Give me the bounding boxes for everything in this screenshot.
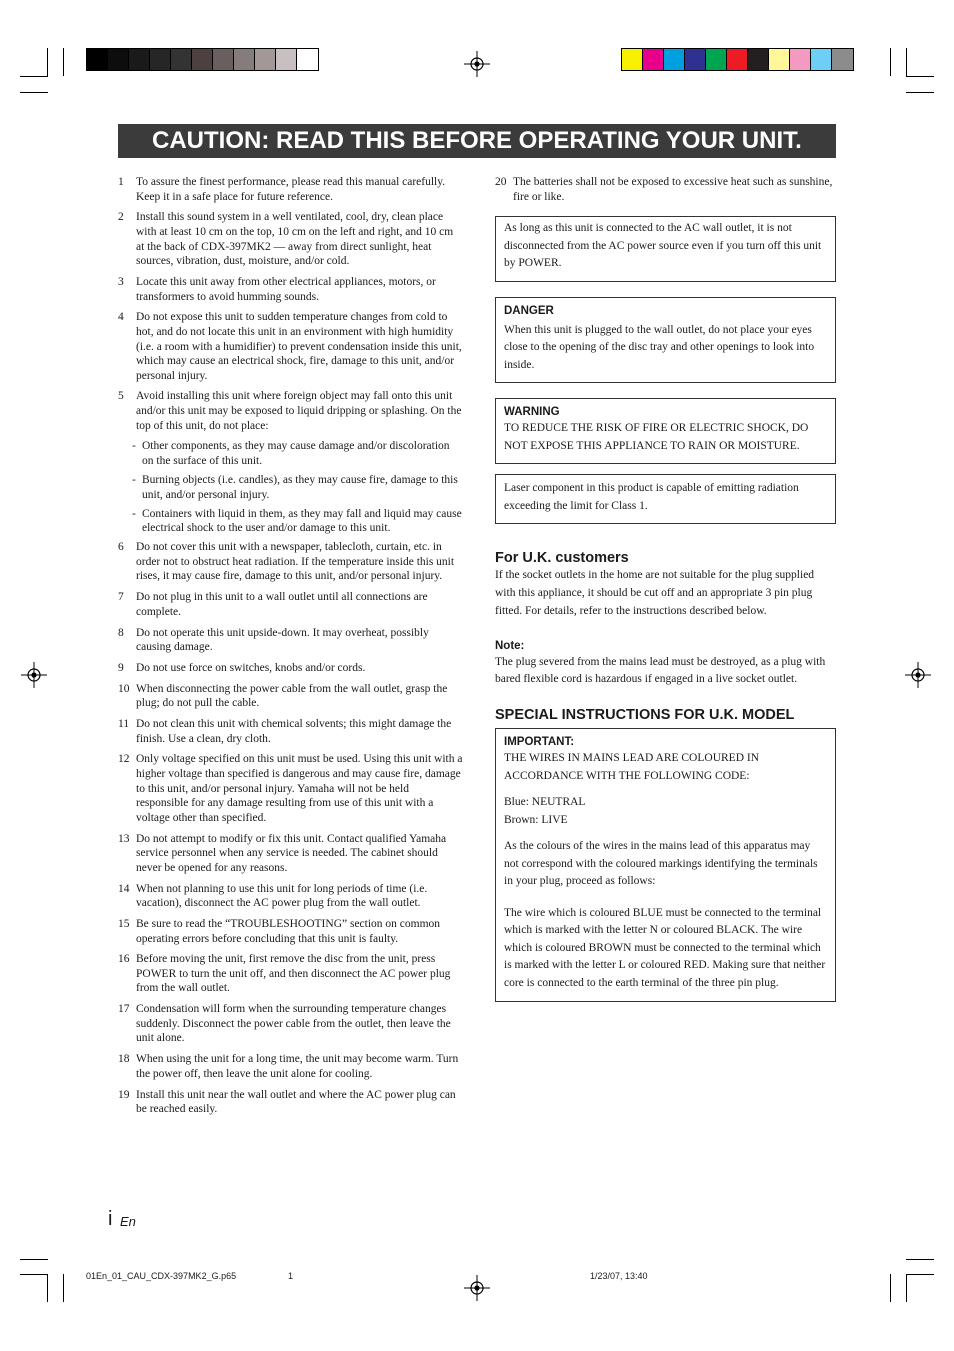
ac-notice-text: As long as this unit is connected to the AC wall outlet, it is not disconnected from the AC power source even if you turn off this unit by POWER. [504,222,822,270]
sub-list-item [118,473,463,502]
list-item [118,310,463,383]
list-item [118,832,463,876]
crop-mark [63,48,64,76]
color-swatch [706,49,727,70]
warning-box [495,398,836,464]
item-text: Avoid installing this unit where foreign object may fall onto this unit and/or this unit may be exposed to liquid dripping or splashing. On the top of this unit, do not place: [136,390,462,432]
crop-mark [20,1259,48,1260]
color-swatch [276,49,297,70]
list-item [118,626,463,655]
color-swatch [685,49,706,70]
item-number: 4 [118,311,124,324]
list-item [118,275,463,304]
crop-mark [47,48,48,76]
dash-bullet: - [132,507,136,520]
crop-mark [906,92,934,93]
wire-code-intro: THE WIRES IN MAINS LEAD ARE COLOURED IN ACCORDANCE WITH THE FOLLOWING CODE: [504,752,760,782]
list-item [118,175,463,204]
item-text: Condensation will form when the surrounding temperature changes suddenly. Disconnect the power cable from the outlet, then leave the unit alone. [136,1003,451,1045]
item-number: 10 [118,682,130,695]
item-number: 3 [118,275,124,288]
color-swatch [622,49,643,70]
list-item [118,1002,463,1046]
note-text: The plug severed from the mains lead must be destroyed, as a plug with bared flexible cord is hazardous if engaged in a live socket outlet. [495,655,826,686]
registration-mark-icon [464,51,490,77]
item-number: 12 [118,753,130,766]
color-swatch [108,49,129,70]
item-number: 18 [118,1053,130,1066]
note-heading: Note: [495,639,525,652]
important-box [495,728,836,1002]
crop-mark [47,1274,48,1302]
item-number: 20 [495,176,507,188]
color-swatch [297,49,318,70]
item-number: 6 [118,541,124,554]
warning-heading: WARNING [504,406,560,419]
item-number: 15 [118,917,130,930]
crop-mark [20,76,48,77]
list-item [495,175,836,204]
crop-mark [890,1274,891,1302]
caution-list-left [118,175,463,1123]
laser-notice-text: Laser component in this product is capable of emitting radiation exceeding the limit for Class 1. [504,482,799,512]
list-item [118,952,463,996]
color-calibration-bar [621,48,854,71]
item-text: Install this unit near the wall outlet and where the AC power plug can be reached easily. [136,1088,456,1116]
item-text: When disconnecting the power cable from the wall outlet, grasp the plug; do not pull the cable. [136,682,448,710]
crop-mark [890,48,891,76]
wire-brown: Brown: LIVE [504,813,568,826]
crop-mark [20,92,48,93]
color-swatch [255,49,276,70]
item-number: 13 [118,832,130,845]
color-swatch [150,49,171,70]
page-number: i [108,1208,113,1230]
footer-date: 1/23/07, 13:40 [590,1271,648,1281]
item-text: To assure the finest performance, please read this manual carefully. Keep it in a safe place for future reference. [136,176,446,203]
registration-mark-icon [905,662,931,688]
registration-mark-icon [21,662,47,688]
crop-mark [906,76,934,77]
color-swatch [664,49,685,70]
wire-blue: Blue: NEUTRAL [504,796,586,809]
list-item [118,1088,463,1117]
warning-text: TO REDUCE THE RISK OF FIRE OR ELECTRIC SHOCK, DO NOT EXPOSE THIS APPLIANCE TO RAIN OR MOISTURE. [504,422,809,452]
item-text: The batteries shall not be exposed to excessive heat such as sunshine, fire or like. [513,176,833,203]
footer-filename: 01En_01_CAU_CDX-397MK2_G.p65 [86,1271,237,1281]
color-swatch [87,49,108,70]
color-swatch [192,49,213,70]
item-text: Do not plug in this unit to a wall outlet until all connections are complete. [136,591,428,618]
sub-list-item [118,439,463,468]
color-swatch [811,49,832,70]
page-language: En [120,1214,136,1229]
item-text: Do not operate this unit upside-down. It may overheat, possibly causing damage. [136,626,429,654]
list-item [118,682,463,711]
item-number: 14 [118,882,130,895]
item-number: 17 [118,1003,130,1016]
color-swatch [790,49,811,70]
list-item [118,1052,463,1081]
crop-mark [906,1259,934,1260]
item-text: Be sure to read the “TROUBLESHOOTING” section on common operating errors before concluding that this unit is faulty. [136,917,441,945]
color-swatch [727,49,748,70]
list-item [118,717,463,746]
item-number: 19 [118,1088,130,1101]
item-number: 2 [118,211,124,224]
item-text: Do not expose this unit to sudden temperature changes from cold to hot, and do not locate this unit in an environment with high humidity (i.e. a room with a humidifier) to prevent condensation inside this unit, which may cause an electrical shock, fire, damage to this unit, and/or personal injury. [136,311,462,382]
item-text: Install this sound system in a well ventilated, cool, dry, clean place with at least 10 cm on the top, 10 cm on the left and right, and 10 cm at the back of CDX-397MK2 — away from direct sunlight, heat sources, vibration, dust, moisture, and/or cold. [136,211,454,268]
uk-customers-heading: For U.K. customers [495,550,629,567]
registration-mark-icon [464,1275,490,1301]
list-item [118,590,463,619]
dash-bullet: - [132,474,136,487]
color-swatch [769,49,790,70]
item-number: 1 [118,176,124,188]
color-swatch [748,49,769,70]
important-heading: IMPORTANT: [504,736,575,749]
list-item [118,882,463,911]
crop-mark [63,1274,64,1302]
item-text: Before moving the unit, first remove the disc from the unit, press POWER to turn the unit off, and then disconnect the AC power plug from the wall outlet. [136,953,451,995]
laser-notice-box [495,474,836,524]
danger-heading: DANGER [504,304,554,317]
ac-notice-box [495,216,836,282]
crop-mark [20,1274,48,1275]
list-item [118,389,463,433]
color-swatch [832,49,853,70]
item-text: Do not use force on switches, knobs and/or cords. [136,661,366,674]
crop-mark [906,1274,934,1275]
list-item [118,540,463,584]
item-text: Do not clean this unit with chemical solvents; this might damage the finish. Use a clean, dry cloth. [136,718,452,745]
special-instructions-heading: SPECIAL INSTRUCTIONS FOR U.K. MODEL [495,707,795,724]
item-number: 9 [118,661,124,674]
footer-page: 1 [288,1271,294,1281]
item-number: 11 [118,718,130,731]
sub-item-text: Burning objects (i.e. candles), as they may cause fire, damage to this unit, and/or personal injury. [142,474,458,501]
color-swatch [171,49,192,70]
color-swatch [213,49,234,70]
grayscale-calibration-bar [86,48,319,71]
item-text: When using the unit for a long time, the unit may become warm. Turn the power off, then leave the unit alone for cooling. [136,1053,459,1080]
page-title: CAUTION: READ THIS BEFORE OPERATING YOUR UNIT. [118,124,836,158]
dash-bullet: - [132,440,136,453]
item-number: 16 [118,953,130,966]
item-text: Do not attempt to modify or fix this unit. Contact qualified Yamaha service personnel when any service is needed. The cabinet should never be opened for any reasons. [136,832,447,874]
caution-list-right [495,175,836,1010]
sub-list-item [118,507,463,536]
item-text: When not planning to use this unit for long periods of time (i.e. vacation), disconnect the AC power plug from the wall outlet. [136,882,428,910]
color-swatch [234,49,255,70]
item-text: Do not cover this unit with a newspaper, tablecloth, curtain, etc. in order not to obstruct heat radiation. If the temperature inside this unit rises, it may cause fire, damage to this unit, and/or personal injury. [136,541,455,583]
danger-box [495,297,836,384]
list-item [118,752,463,825]
item-text: Only voltage specified on this unit must be used. Using this unit with a higher voltage than specified is dangerous and may cause fire, damage to this unit, and/or personal injury. Yamaha will not be held responsible for any damage resulting from use of this unit with a voltage other than specified. [136,753,463,824]
color-swatch [129,49,150,70]
crop-mark [906,1274,907,1302]
color-swatch [643,49,664,70]
danger-text: When this unit is plugged to the wall outlet, do not place your eyes close to the opening of the disc tray and other openings to look into inside. [504,323,815,371]
wire-colour-warning: As the colours of the wires in the mains lead of this apparatus may not correspond with the coloured markings identifying the terminals in your plug, proceed as follows: [504,840,818,888]
list-item [118,917,463,946]
item-number: 5 [118,390,124,403]
crop-mark [906,48,907,76]
item-number: 8 [118,626,124,639]
uk-customers-text: If the socket outlets in the home are not suitable for the plug supplied with this appliance, it should be cut off and an appropriate 3 pin plug fitted. For details, refer to the instructions described below. [495,569,815,617]
item-text: Locate this unit away from other electrical appliances, motors, or transformers to avoid humming sounds. [136,275,436,303]
item-number: 7 [118,591,124,604]
list-item [118,661,463,676]
list-item [118,210,463,268]
sub-item-text: Containers with liquid in them, as they may fall and liquid may cause electrical shock to the user and/or damage to this unit. [142,507,462,535]
wire-connection-instructions: The wire which is coloured BLUE must be connected to the terminal which is marked with the letter N or coloured BLACK. The wire which is coloured BROWN must be connected to the terminal which is marked with the letter L or coloured RED. Making sure that neither core is connected to the earth terminal of the three pin plug. [504,906,826,989]
sub-item-text: Other components, as they may cause damage and/or discoloration on the surface of this unit. [142,440,450,468]
